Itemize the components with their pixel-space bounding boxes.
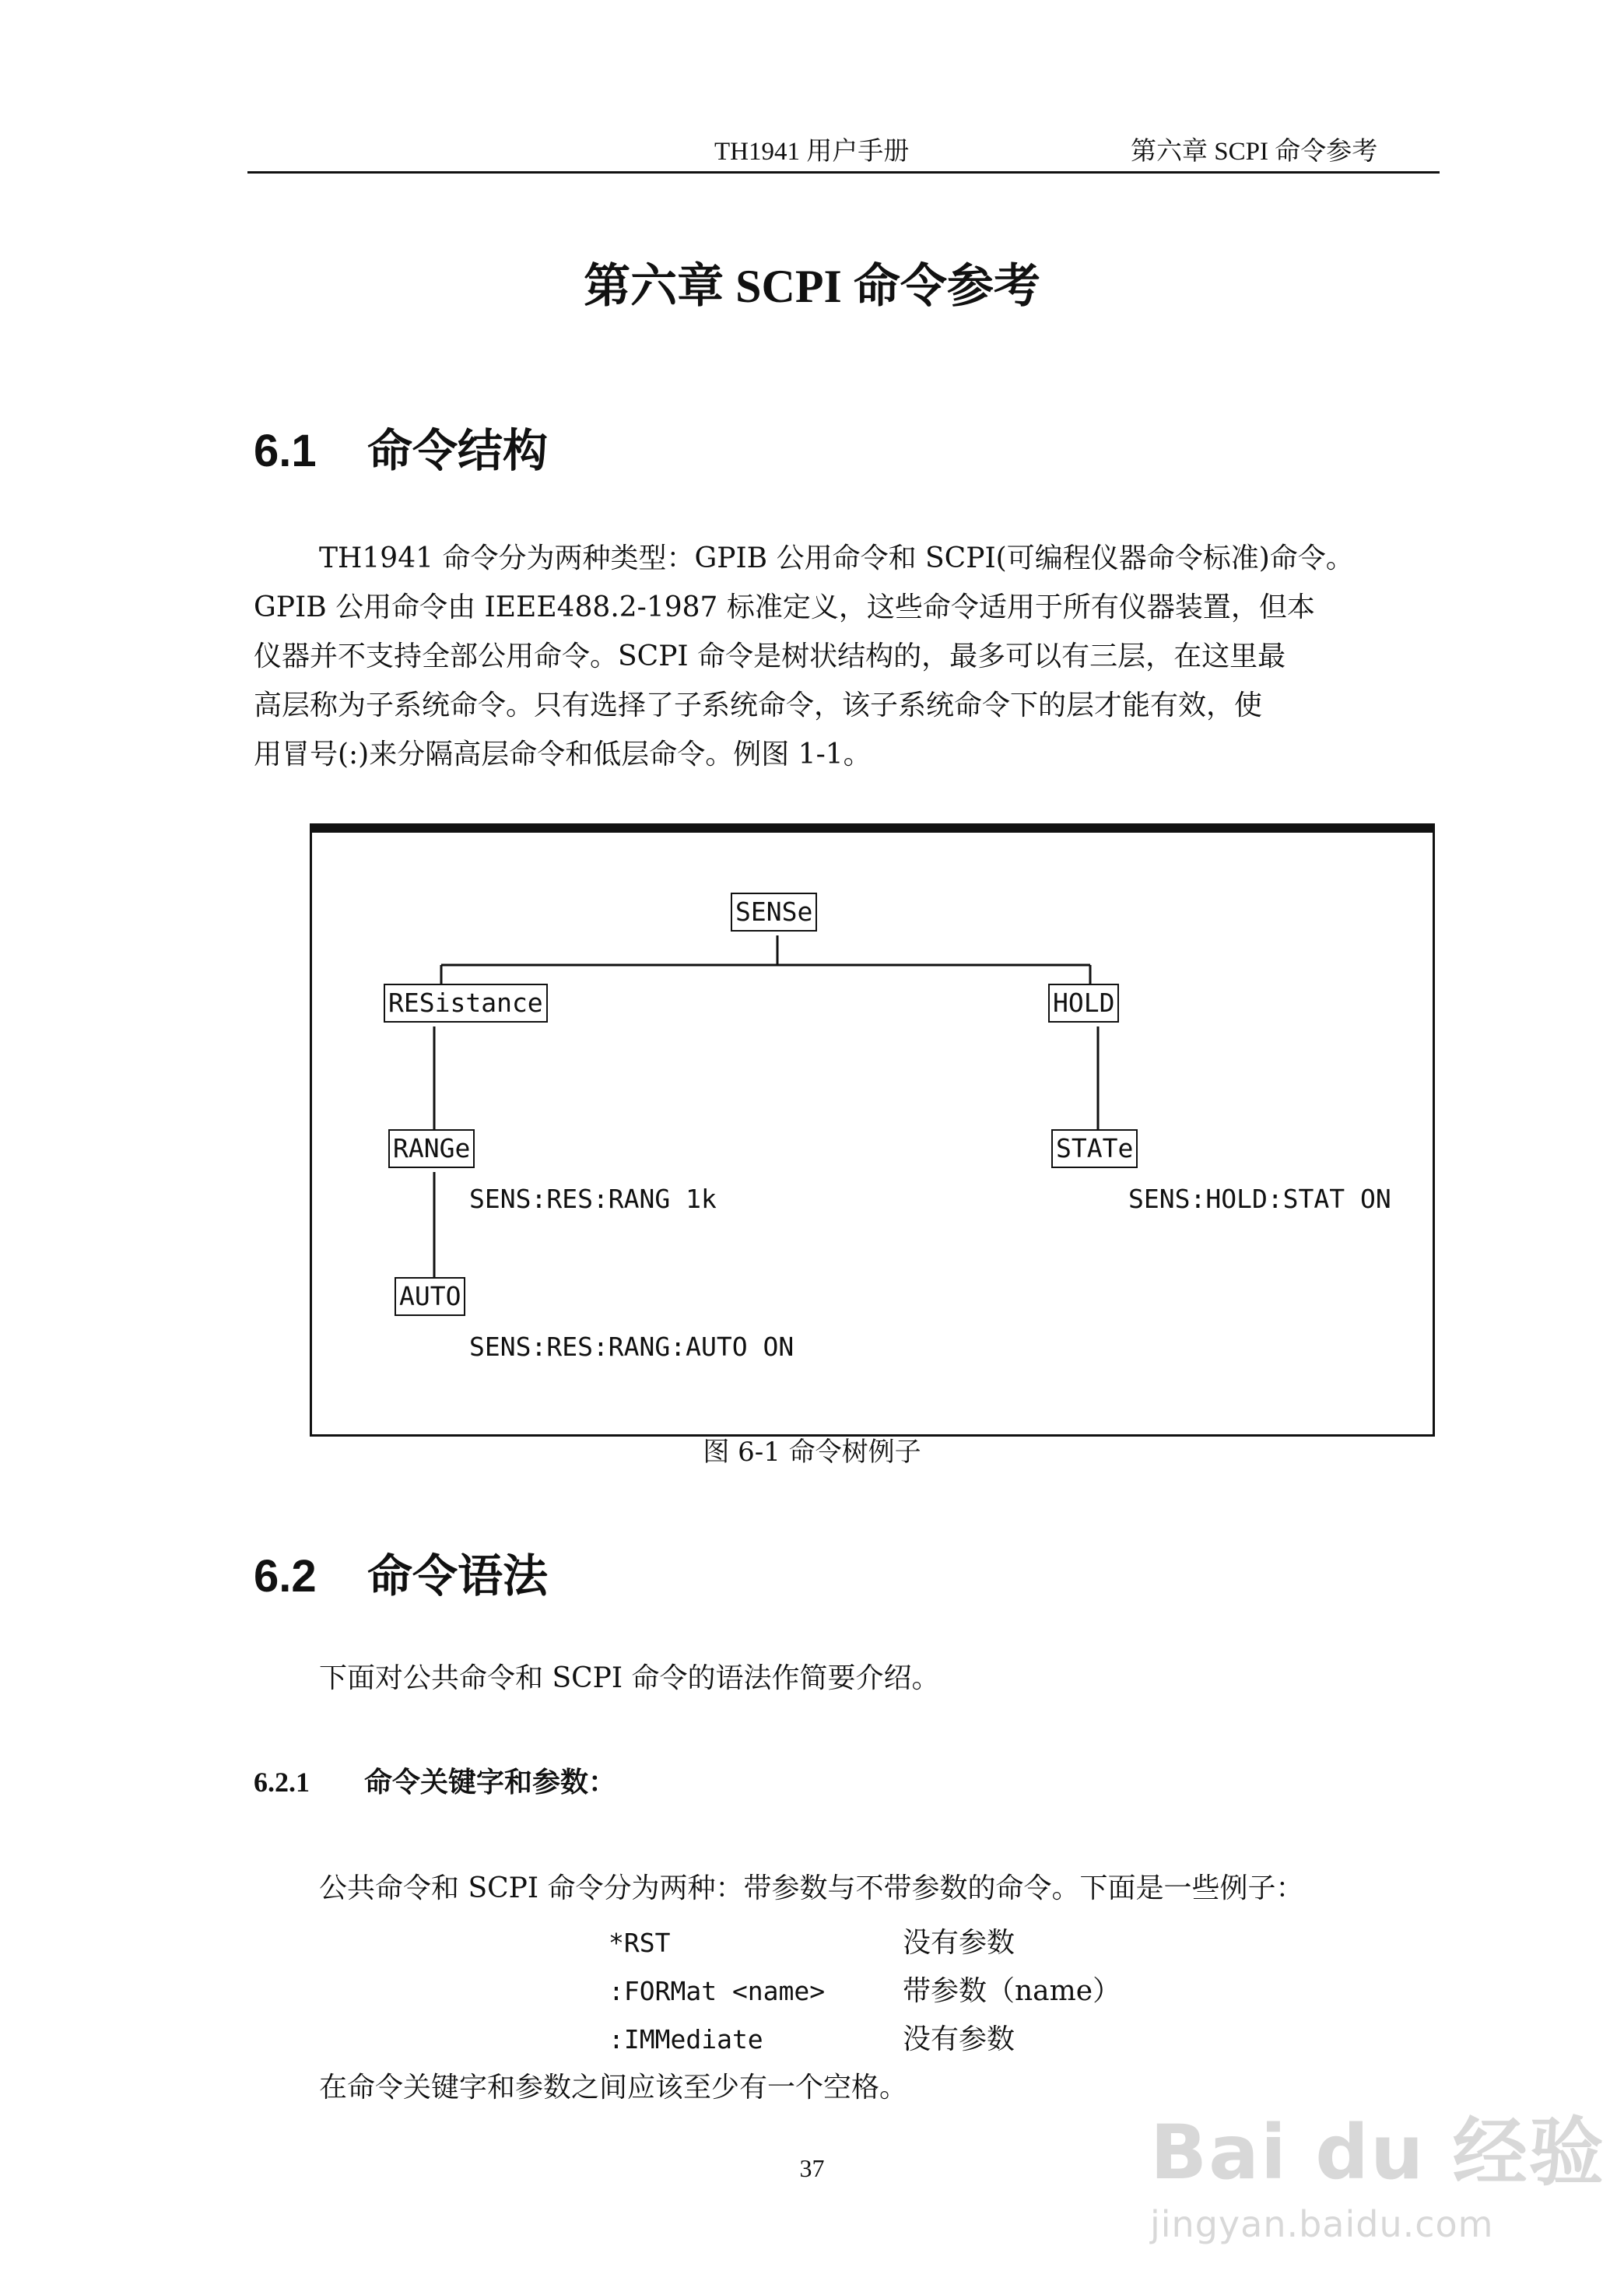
example-command: :IMMediate	[609, 2024, 763, 2055]
section-heading-6-2	[254, 1539, 548, 1605]
paragraph-line: 高层称为子系统命令。只有选择了子系统命令，该子系统命令下的层才能有效，使	[254, 690, 1263, 721]
paragraph-line: TH1941 命令分为两种类型：GPIB 公用命令和 SCPI(可编程仪器命令标准)命令。	[319, 542, 1354, 574]
section-title: 命令语法	[367, 1551, 549, 1602]
tree-node-auto: AUTO	[395, 1277, 465, 1316]
paragraph-keywords: 公共命令和 SCPI 命令分为两种：带参数与不带参数的命令。下面是一些例子：	[319, 1872, 1304, 1904]
tree-node-resistance: RESistance	[384, 984, 548, 1023]
example-description: 没有参数	[903, 2023, 1015, 2055]
example-row	[609, 1969, 1121, 2009]
header-doc-title: TH1941 用户手册	[714, 138, 910, 166]
tree-node-range: RANGe	[388, 1129, 475, 1168]
example-row	[609, 1921, 1015, 1960]
watermark-logo: Bai du 经验	[1150, 2109, 1605, 2196]
figure-caption: 图 6-1 命令树例子	[703, 1437, 921, 1468]
tree-node-state: STATe	[1051, 1129, 1138, 1168]
section-intro: 下面对公共命令和 SCPI 命令的语法作简要介绍。	[319, 1662, 940, 1694]
example-state: SENS:HOLD:STAT ON	[1128, 1184, 1391, 1214]
page-number: 37	[799, 2154, 825, 2182]
watermark-url: jingyan.baidu.com	[1150, 2203, 1494, 2245]
subsection-title: 命令关键字和参数：	[364, 1767, 617, 1798]
header-rule	[247, 171, 1440, 174]
section-number: 6.1	[254, 426, 317, 476]
paragraph-line: 仪器并不支持全部公用命令。SCPI 命令是树状结构的，最多可以有三层，在这里最	[254, 640, 1286, 672]
paragraph-spacing-note: 在命令关键字和参数之间应该至少有一个空格。	[319, 2072, 908, 2104]
example-command: :FORMat <name>	[609, 1976, 826, 2006]
example-command: *RST	[609, 1928, 671, 1958]
paragraph-line: GPIB 公用命令由 IEEE488.2-1987 标准定义，这些命令适用于所有仪器装置，但本	[254, 591, 1315, 623]
chapter-title: 第六章 SCPI 命令参考	[584, 261, 1040, 312]
subsection-heading-6-2-1	[254, 1760, 616, 1800]
example-range: SENS:RES:RANG 1k	[469, 1184, 717, 1214]
example-description: 带参数（name）	[903, 1975, 1121, 2007]
example-description: 没有参数	[903, 1927, 1015, 1959]
watermark	[1150, 2093, 1605, 2245]
example-auto: SENS:RES:RANG:AUTO ON	[469, 1332, 794, 1362]
tree-node-sense: SENSe	[731, 893, 817, 932]
example-row	[609, 2017, 1015, 2057]
command-tree-figure	[310, 823, 1435, 1437]
section-heading-6-1	[254, 414, 548, 479]
section-number: 6.2	[254, 1551, 317, 1602]
tree-node-hold: HOLD	[1048, 984, 1119, 1023]
section-title: 命令结构	[367, 426, 549, 476]
subsection-number: 6.2.1	[254, 1767, 310, 1798]
header-chapter: 第六章 SCPI 命令参考	[1131, 138, 1378, 166]
paragraph-command-structure	[254, 534, 1440, 779]
paragraph-line: 用冒号(:)来分隔高层命令和低层命令。例图 1-1。	[254, 739, 872, 770]
